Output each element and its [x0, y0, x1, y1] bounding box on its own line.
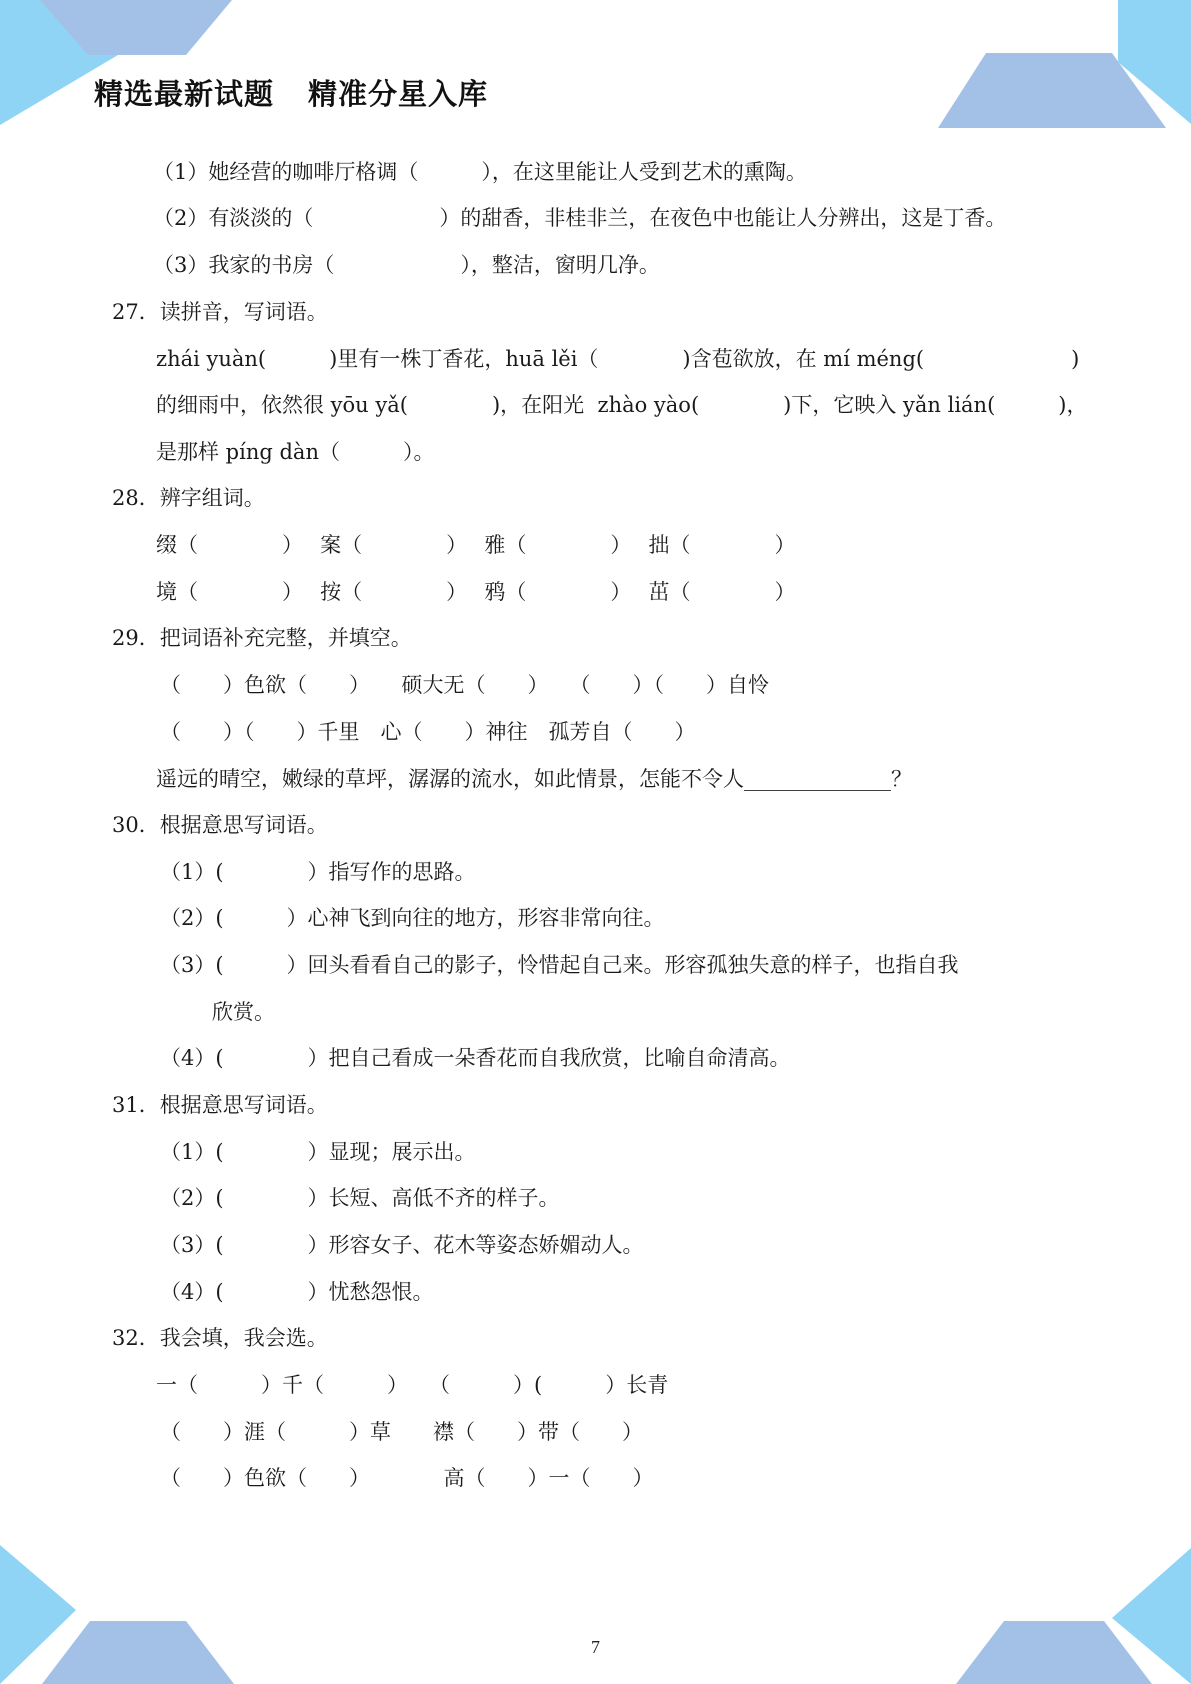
text-line: 30．根据意思写词语。 — [112, 813, 328, 837]
text-line: 缀（ ） 案（ ） 雅（ ） 拙（ ） — [156, 533, 796, 557]
text-line: 是那样 píng dàn（ ）。 — [156, 440, 435, 464]
header-title-right: 精准分星入库 — [308, 77, 489, 111]
text-line: 欣赏。 — [212, 1000, 275, 1024]
text-line: （4）( ）忧愁怨恨。 — [160, 1280, 434, 1304]
text-line: （3）( ）回头看看自己的影子，怜惜起自己来。形容孤独失意的样子，也指自我 — [160, 953, 959, 977]
text-line: （ ）（ ）千里 心（ ）神往 孤芳自（ ） — [160, 720, 696, 744]
text-line: （ ）色欲（ ） 硕大无（ ） （ ）（ ）自怜 — [160, 673, 769, 697]
text-line: 29．把词语补充完整，并填空。 — [112, 626, 412, 650]
text-line: 27．读拼音，写词语。 — [112, 300, 328, 324]
text-line: （ ）涯（ ）草 襟（ ）带（ ） — [160, 1420, 643, 1444]
header-title — [94, 72, 488, 113]
text-line: （3）我家的书房（ ），整洁，窗明几净。 — [153, 253, 660, 277]
text-line: 的细雨中，依然很 yōu yǎ( )，在阳光 zhào yào( )下，它映入 yǎn lián( )， — [156, 393, 1088, 417]
text-line: （4）( ）把自己看成一朵香花而自我欣赏，比喻自命清高。 — [160, 1046, 791, 1070]
text-line: 31．根据意思写词语。 — [112, 1093, 328, 1117]
text-line: （1）( ）指写作的思路。 — [160, 860, 476, 884]
text-line: zhái yuàn( )里有一株丁香花，huā lěi（ )含苞欲放，在 mí méng( ) — [156, 347, 1080, 371]
text-line: （1）她经营的咖啡厅格调（ ），在这里能让人受到艺术的熏陶。 — [153, 160, 807, 184]
text-line: （ ）色欲（ ） 高（ ）一（ ） — [160, 1466, 654, 1490]
header-title-left: 精选最新试题 — [94, 77, 275, 111]
text-line: （2）( ）长短、高低不齐的样子。 — [160, 1186, 560, 1210]
page-number: 7 — [591, 1637, 600, 1657]
text-line: 一（ ）千（ ） （ ）( ）长青 — [156, 1373, 669, 1397]
text-line: 28．辨字组词。 — [112, 486, 265, 510]
text-line: 境（ ） 按（ ） 鸦（ ） 茁（ ） — [156, 580, 796, 604]
text-line: 32．我会填，我会选。 — [112, 1326, 328, 1350]
text-line: 遥远的晴空，嫩绿的草坪，潺潺的流水，如此情景，怎能不令人______________？ — [156, 767, 912, 791]
text-line: （1）( ）显现；展示出。 — [160, 1140, 476, 1164]
text-line: （2）( ）心神飞到向往的地方，形容非常向往。 — [160, 906, 665, 930]
text-line: （3）( ）形容女子、花木等姿态娇媚动人。 — [160, 1233, 644, 1257]
text-line: （2）有淡淡的（ ）的甜香，非桂非兰，在夜色中也能让人分辨出，这是丁香。 — [153, 206, 1007, 230]
